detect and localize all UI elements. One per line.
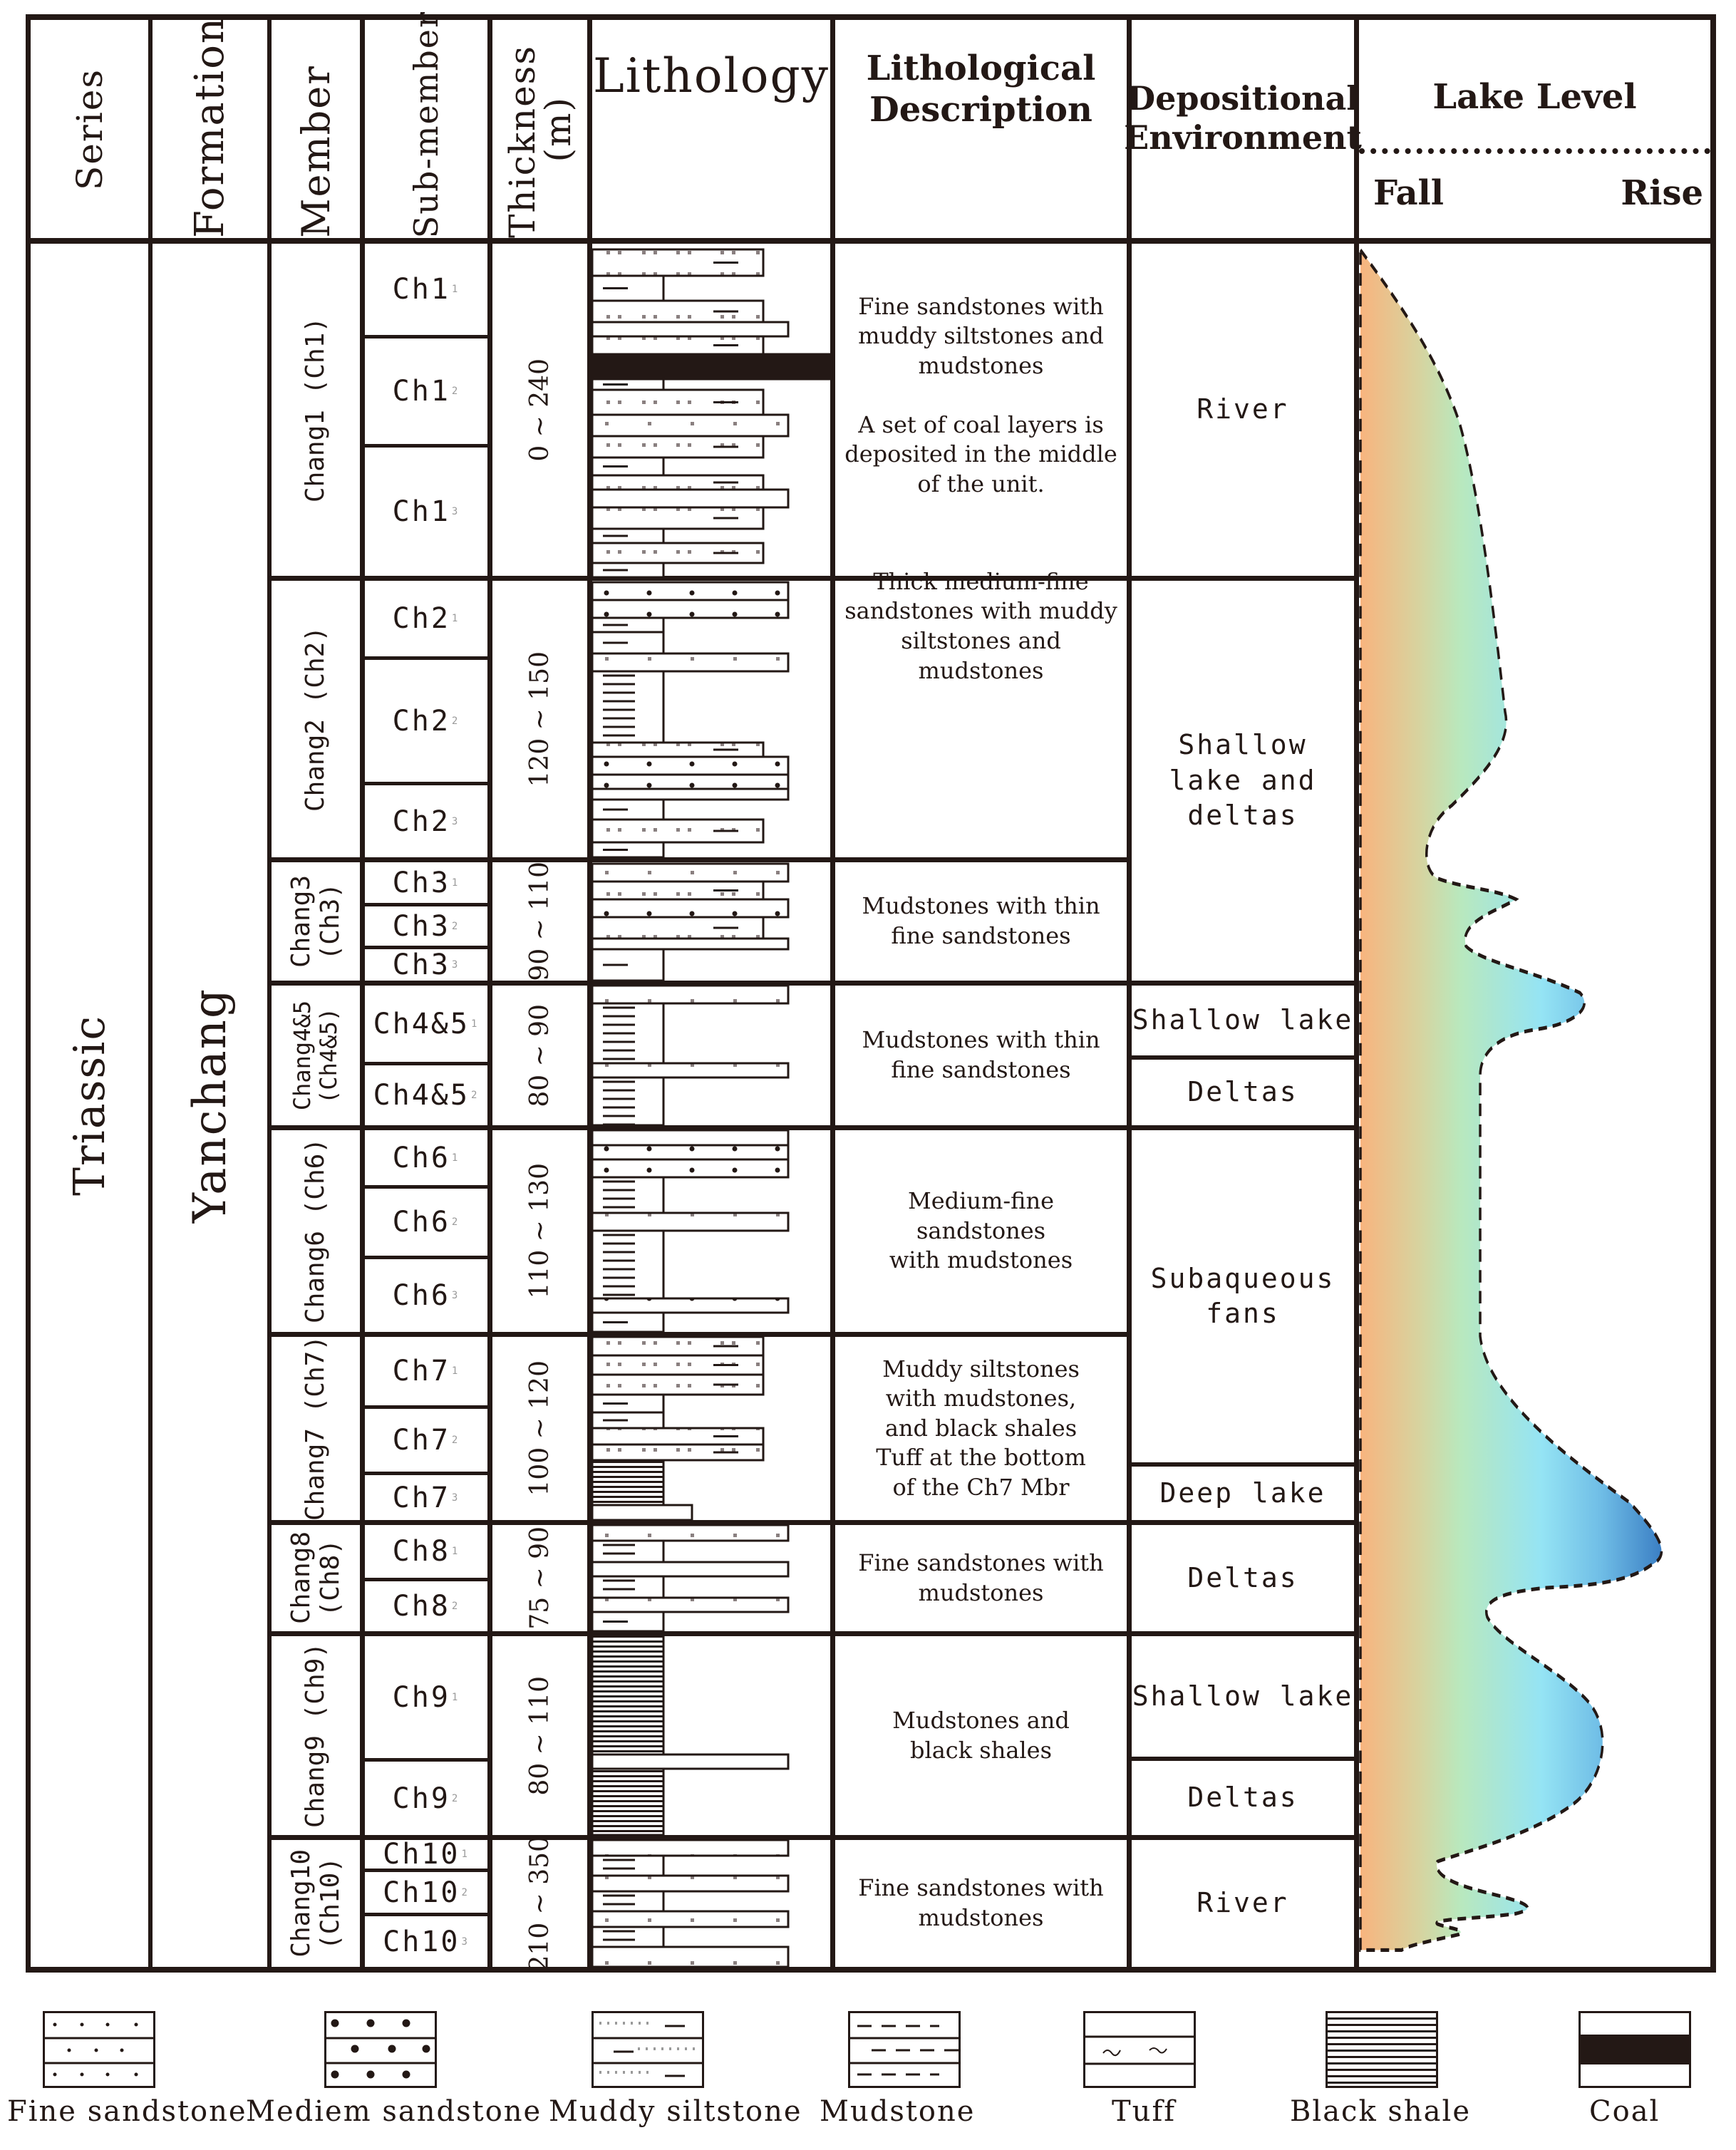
description-line: Medium-fine sandstones	[907, 1187, 1055, 1244]
lake-level-rise-label: Rise	[1621, 173, 1703, 213]
thickness-ch8	[492, 1525, 587, 1631]
member-chang8	[272, 1525, 360, 1631]
description-line: Tuff at the bottom	[876, 1444, 1086, 1472]
thickness-ch1	[492, 244, 587, 576]
lithology-bed-fine	[592, 1754, 788, 1769]
lithology-bed-fine	[592, 1947, 788, 1967]
sub-member-cell	[365, 785, 487, 857]
description-cell	[835, 1130, 1127, 1332]
thickness-value: 110 ~ 130	[525, 1163, 554, 1299]
lithology-bed-mudstack	[592, 671, 663, 743]
sub-member-cell	[365, 1130, 487, 1185]
muddy-siltstone-icon	[591, 2011, 704, 2088]
lithology-bed-fine	[592, 322, 788, 336]
sub-member-label: Ch2	[392, 805, 450, 838]
env-divider	[1129, 576, 1357, 581]
sub-member-cell	[365, 338, 487, 444]
description-cell	[835, 1525, 1127, 1631]
sub-member-cell	[365, 862, 487, 903]
sub-member-label: Ch4&5	[373, 1007, 470, 1040]
env-divider	[1129, 1520, 1357, 1525]
sub-member-label: Ch9	[392, 1782, 450, 1815]
sub-member-index: 3	[451, 1290, 460, 1301]
header-environment	[1124, 20, 1362, 238]
lithology-bed-fine	[592, 1213, 788, 1231]
env-shallow-lake-1	[1132, 986, 1354, 1055]
description-line: Mudstones and	[892, 1706, 1070, 1734]
header-sub-member	[365, 10, 487, 238]
thickness-value: 0 ~ 240	[525, 358, 554, 462]
description-line: deposited in the middle	[844, 440, 1117, 468]
lithology-bed-mudstack	[592, 1891, 663, 1911]
lake-level-area	[1360, 250, 1661, 1950]
legend-label: Muddy siltstone	[549, 2095, 802, 2128]
sub-member-cell	[365, 986, 487, 1062]
sub-member-cell	[365, 1525, 487, 1578]
sub-member-cell	[365, 1409, 487, 1472]
sub-member-label: Ch6	[392, 1141, 450, 1174]
header-description-l2: Description	[869, 90, 1092, 130]
sub-member-label: Ch1	[392, 495, 450, 528]
env-deltas-1	[1132, 1060, 1354, 1125]
sub-member-index: 3	[451, 959, 460, 971]
tuff-icon	[1083, 2011, 1196, 2088]
lithology-bed-fine	[592, 1876, 788, 1891]
legend-label: Mediem sandstone	[246, 2095, 542, 2128]
sub-member-cell	[365, 1581, 487, 1631]
sub-member-cell	[365, 906, 487, 946]
lithology-bed-shale	[592, 1769, 663, 1835]
sub-member-index: 1	[461, 1849, 470, 1860]
sub-member-label: Ch10	[383, 1925, 460, 1958]
lithology-bed-shale	[592, 1636, 663, 1754]
env-subaqueous-fans	[1132, 1130, 1354, 1462]
member-label: Chang7 (Ch7)	[301, 1335, 331, 1521]
header-environment-l1: Depositional	[1127, 78, 1359, 118]
description-line: with mudstones,	[885, 1385, 1077, 1412]
description-line: mudstones	[918, 351, 1044, 379]
header-lithology	[592, 20, 830, 238]
sub-member-index: 1	[451, 1546, 460, 1557]
thickness-value: 210 ~ 350	[525, 1835, 554, 1972]
description-cell	[835, 567, 1127, 857]
lithology-bed-fine	[592, 490, 788, 507]
sub-member-label: Ch7	[392, 1481, 450, 1514]
member-label: Chang6 (Ch6)	[301, 1138, 331, 1324]
lithology-bed-fine	[592, 864, 788, 882]
sub-member-index: 2	[470, 1090, 480, 1101]
lithology-bed-fine	[592, 653, 788, 671]
env-deep-lake	[1132, 1467, 1354, 1520]
env-label: Subaqueous fans	[1150, 1262, 1335, 1329]
sub-member-index: 1	[451, 1691, 460, 1703]
sub-member-cell	[365, 1762, 487, 1835]
sub-member-index: 2	[451, 715, 460, 727]
description-line: Fine sandstones with	[858, 1549, 1104, 1576]
description-line: muddy siltstones and	[858, 322, 1104, 350]
lake-level-fall-label: Fall	[1373, 173, 1445, 213]
description-line: and black shales	[884, 1414, 1078, 1442]
sub-member-label: Ch3	[392, 909, 450, 943]
sub-member-cell	[365, 1189, 487, 1256]
lithology-bed-fine	[592, 1063, 788, 1077]
env-divider	[1129, 1835, 1357, 1840]
description-line: fine sandstones	[891, 1056, 1071, 1083]
col-divider	[487, 14, 492, 1973]
lithology-bed-fine	[592, 1562, 788, 1576]
medium-sandstone-icon	[324, 2011, 437, 2088]
member-chang7	[272, 1337, 360, 1520]
thickness-value: 80 ~ 110	[525, 1675, 554, 1796]
sub-member-label: Ch7	[392, 1424, 450, 1457]
thickness-ch9	[492, 1636, 587, 1835]
header-description-l1: Lithological	[866, 48, 1096, 89]
lithology-bed-mudstack	[592, 1231, 663, 1298]
sub-member-label: Ch1	[392, 273, 450, 306]
thickness-ch2	[492, 581, 587, 857]
sub-member-label: Ch6	[392, 1279, 450, 1312]
header-member-label: Member	[293, 65, 339, 238]
lithology-bed-med	[592, 775, 788, 789]
sub-member-label: Ch9	[392, 1680, 450, 1714]
description-cell	[835, 1337, 1127, 1520]
description-line: mudstones	[918, 1904, 1044, 1931]
description-line: fine sandstones	[891, 922, 1071, 949]
col-divider	[830, 14, 835, 1973]
member-label-abbr: (Ch8)	[316, 1539, 345, 1617]
env-divider	[1129, 1631, 1357, 1636]
frame-bottom	[27, 1967, 1716, 1973]
description-cell	[835, 862, 1127, 981]
lithology-bed-mudstack	[592, 1077, 663, 1125]
description-line: black shales	[910, 1736, 1052, 1764]
member-label: Chang10	[286, 1849, 316, 1958]
frame-left	[26, 14, 31, 1973]
description-cell	[835, 1636, 1127, 1835]
sub-member-index: 2	[451, 1435, 460, 1446]
description-line: siltstones and mudstones	[901, 627, 1061, 684]
env-label: Shallow lake	[1132, 1004, 1354, 1036]
thickness-value: 75 ~ 90	[525, 1526, 554, 1630]
description-line: sandstones with muddy	[844, 597, 1117, 625]
sub-member-index: 2	[451, 1601, 460, 1612]
thickness-ch3	[492, 862, 587, 981]
sub-member-index: 1	[451, 1365, 460, 1377]
env-divider	[1129, 981, 1357, 986]
env-divider	[1129, 1125, 1357, 1130]
sub-member-label: Ch10	[383, 1838, 460, 1871]
thickness-value: 80 ~ 90	[525, 1003, 554, 1107]
sub-member-index: 1	[451, 877, 460, 889]
sub-member-cell	[365, 949, 487, 981]
header-lithology-label: Lithology	[592, 48, 830, 103]
member-label: Chang1 (Ch1)	[301, 316, 331, 503]
sub-member-index: 3	[451, 815, 460, 827]
lithology-bed-fine	[592, 1525, 788, 1541]
env-label: Shallow lake	[1132, 1680, 1354, 1712]
member-label: Chang8	[286, 1531, 316, 1625]
header-lake-level	[1359, 20, 1710, 238]
lithology-bed-med	[592, 1159, 788, 1177]
lithology-bed-med	[592, 1298, 788, 1313]
col-divider	[360, 14, 365, 1973]
series-cell	[31, 244, 148, 1967]
legend-label: Black shale	[1290, 2095, 1471, 2128]
lake-level-curve	[1359, 244, 1710, 1967]
sub-member-label: Ch4&5	[373, 1079, 470, 1112]
sub-member-cell	[365, 660, 487, 782]
sub-member-index: 2	[451, 1216, 460, 1228]
frame-top	[27, 14, 1716, 20]
member-label: Chang4&5	[289, 1000, 316, 1111]
sub-member-index: 3	[451, 506, 460, 517]
lithology-bed-med	[592, 1130, 788, 1145]
col-divider	[1354, 14, 1359, 1973]
lithology-bed-fine	[592, 789, 788, 800]
sub-member-index: 2	[451, 1792, 460, 1804]
lake-level-dotted-line	[1359, 148, 1710, 154]
env-label: Deltas	[1187, 1782, 1298, 1814]
sub-member-label: Ch10	[383, 1876, 460, 1909]
description-line: A set of coal layers is	[858, 410, 1104, 438]
lithology-bed-fine	[592, 415, 788, 436]
lithology-bed-fine	[592, 986, 788, 1003]
header-series	[31, 20, 148, 238]
lithology-bed-fine	[592, 1840, 788, 1856]
header-thickness	[492, 20, 587, 238]
member-chang2	[272, 581, 360, 857]
description-line: Muddy siltstones	[882, 1355, 1080, 1382]
frame-right	[1710, 14, 1716, 1973]
description-line: Fine sandstones with	[858, 292, 1104, 320]
sub-member-label: Ch1	[392, 375, 450, 408]
lithology-bed-med	[592, 600, 788, 618]
sub-member-cell	[365, 1259, 487, 1332]
header-environment-l2: Environment	[1124, 118, 1362, 157]
member-chang3	[272, 862, 360, 981]
legend-label: Mudstone	[820, 2095, 976, 2128]
sub-member-index: 2	[451, 920, 460, 932]
legend-label: Tuff	[1112, 2095, 1177, 2128]
env-label: River	[1197, 1887, 1289, 1919]
description-line: Mudstones with thin	[862, 1026, 1100, 1054]
sub-member-label: Ch3	[392, 866, 450, 899]
description-line: with mudstones	[889, 1246, 1073, 1274]
legend-label: Fine sandstone	[7, 2095, 247, 2128]
thickness-text: Thickness	[501, 45, 543, 238]
lithology-bed-med	[592, 1145, 788, 1159]
member-chang9	[272, 1636, 360, 1835]
lithology-bed-fine	[592, 1598, 788, 1612]
sub-member-label: Ch8	[392, 1535, 450, 1568]
sub-member-cell	[365, 581, 487, 656]
header-formation	[153, 16, 267, 238]
sub-member-label: Ch8	[392, 1590, 450, 1623]
member-label-abbr: (Ch10)	[316, 1856, 345, 1950]
col-divider	[1127, 14, 1132, 1973]
description-cell	[835, 244, 1127, 576]
sub-member-index: 2	[451, 386, 460, 397]
mudstone-icon	[848, 2011, 961, 2088]
header-member	[272, 20, 360, 238]
member-label: Chang2 (Ch2)	[301, 626, 331, 812]
header-description	[835, 20, 1127, 238]
thickness-unit: (m)	[537, 95, 579, 162]
lithology-bed-med	[592, 582, 788, 600]
lithology-bed-mudstack	[592, 1927, 663, 1947]
lithology-bed-coal	[592, 354, 830, 379]
sub-member-label: Ch6	[392, 1206, 450, 1239]
description-line: Mudstones with thin	[862, 892, 1100, 920]
sub-member-index: 3	[451, 1492, 460, 1504]
header-series-label: Series	[68, 68, 110, 190]
sub-member-index: 1	[451, 284, 460, 295]
description-cell	[835, 1840, 1127, 1967]
sub-member-cell	[365, 1872, 487, 1913]
env-deltas-2	[1132, 1525, 1354, 1631]
member-chang1	[272, 244, 360, 576]
legend-label: Coal	[1589, 2095, 1660, 2128]
thickness-ch4-5	[492, 986, 587, 1125]
thickness-ch6	[492, 1130, 587, 1332]
member-chang6	[272, 1130, 360, 1332]
member-chang10	[272, 1840, 360, 1967]
member-label-abbr: (Ch3)	[316, 882, 345, 961]
env-shallow-lake-deltas	[1132, 581, 1354, 981]
member-label-abbr: (Ch4&5)	[315, 1007, 342, 1104]
sub-member-cell	[365, 1916, 487, 1967]
env-river-top	[1132, 244, 1354, 576]
env-label: Deltas	[1187, 1561, 1298, 1593]
sub-member-label: Ch3	[392, 949, 450, 981]
member-label: Chang3	[286, 874, 316, 968]
sub-member-cell	[365, 1636, 487, 1758]
sub-member-cell	[365, 1337, 487, 1405]
description-line: Thick medium-fine	[873, 567, 1089, 595]
thickness-value: 90 ~ 110	[525, 862, 554, 981]
formation-value: Yanchang	[183, 987, 237, 1224]
black-shale-icon	[1326, 2011, 1438, 2088]
lithology-bed-med	[592, 899, 788, 917]
lithology-bed-tuff	[592, 1505, 692, 1520]
description-line: mudstones	[918, 1578, 1044, 1606]
lithology-bed-fine	[592, 1911, 788, 1927]
sub-member-index: 1	[451, 1152, 460, 1164]
lithology-bed-fine	[592, 939, 788, 949]
sub-member-index: 2	[461, 1886, 470, 1898]
env-label: Deltas	[1187, 1076, 1298, 1108]
thickness-value: 100 ~ 120	[525, 1360, 554, 1497]
lithology-bed-shale	[592, 1460, 663, 1505]
coal-icon	[1579, 2011, 1691, 2088]
description-line: of the unit.	[917, 470, 1045, 497]
header-formation-label: Formation	[187, 16, 233, 238]
sub-member-label: Ch2	[392, 602, 450, 635]
env-river-bottom	[1132, 1840, 1354, 1967]
lithology-bed-med	[592, 757, 788, 775]
sub-member-cell	[365, 448, 487, 576]
description-line: of the Ch7 Mbr	[892, 1473, 1070, 1501]
sub-member-index: 1	[470, 1018, 480, 1030]
header-divider	[27, 238, 1716, 244]
env-shallow-lake-2	[1132, 1636, 1354, 1757]
description-line: Fine sandstones with	[858, 1874, 1104, 1902]
fine-sandstone-icon	[43, 2011, 155, 2088]
thickness-ch10	[492, 1835, 587, 1972]
series-value: Triassic	[64, 1014, 115, 1197]
description-line	[844, 381, 1117, 410]
member-label: Chang9 (Ch9)	[301, 1643, 331, 1829]
thickness-value: 120 ~ 150	[525, 651, 554, 787]
sub-member-index: 3	[461, 1935, 470, 1948]
description-cell	[835, 986, 1127, 1125]
sub-member-label: Ch7	[392, 1355, 450, 1387]
sub-member-cell	[365, 244, 487, 335]
env-label: Shallow lake and deltas	[1169, 729, 1317, 832]
sub-member-cell	[365, 1065, 487, 1125]
sub-member-label: Ch2	[392, 704, 450, 738]
sub-member-cell	[365, 1840, 487, 1869]
header-thickness-label	[501, 45, 543, 238]
lithology-bed-mudstack	[592, 1856, 663, 1876]
env-label: Deep lake	[1159, 1477, 1326, 1509]
env-label: River	[1197, 393, 1289, 425]
formation-cell	[153, 244, 267, 1967]
sub-member-cell	[365, 1475, 487, 1520]
member-chang4-5	[272, 986, 360, 1125]
thickness-ch7	[492, 1337, 587, 1520]
lithology-column	[592, 244, 830, 1967]
header-sub-member-label: Sub-member	[407, 10, 445, 238]
lake-level-title: Lake Level	[1432, 77, 1637, 117]
env-deltas-3	[1132, 1761, 1354, 1835]
sub-member-index: 1	[451, 613, 460, 624]
